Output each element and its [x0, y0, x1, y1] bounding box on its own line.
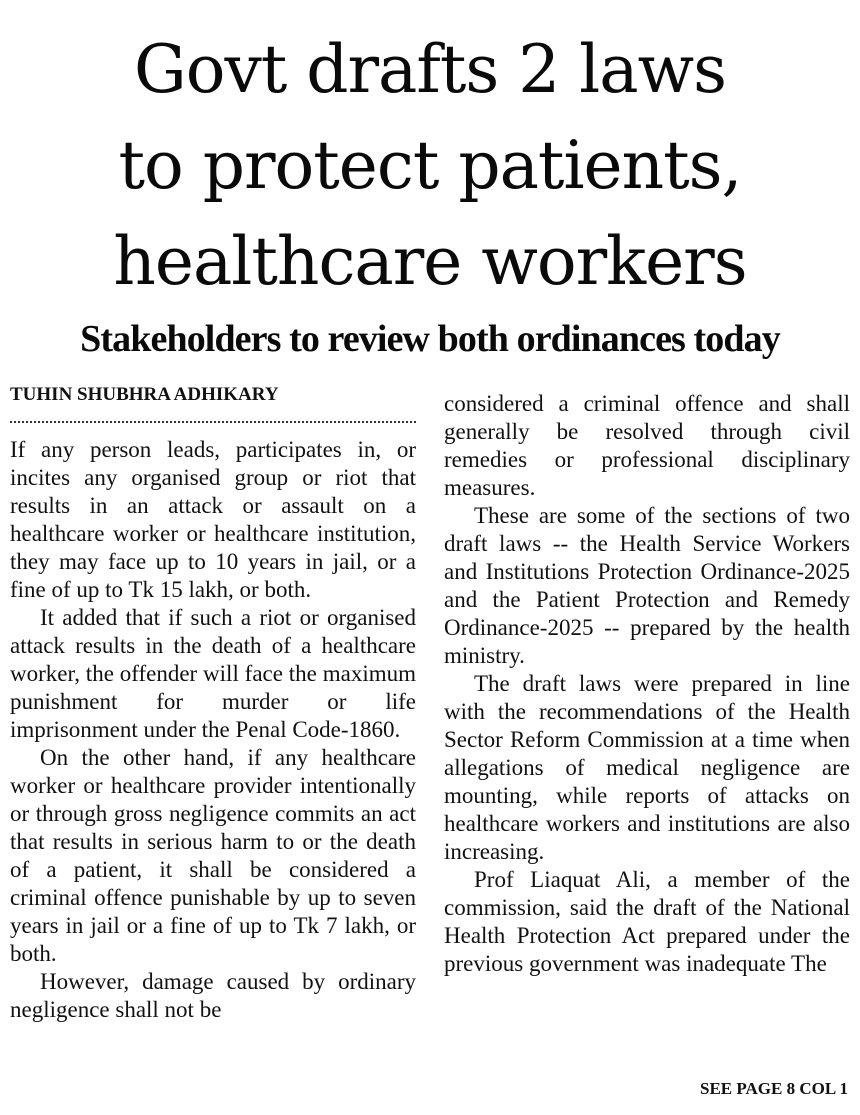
- headline-line-3: healthcare workers: [113, 223, 747, 300]
- article-paragraph-3: On the other hand, if any healthcare worker or healthcare provider intentionally or through gross negligence commits an act that results in serious harm to or the death of a patient, it shall be considered a criminal offence punishable by up to seven years in jail or a fine of up to Tk 7 lakh, or both.: [10, 745, 416, 966]
- continuation-jump-line[interactable]: SEE PAGE 8 COL 1: [700, 1079, 848, 1098]
- article-paragraph-4: However, damage caused by ordinary negligence shall not be: [10, 969, 416, 1022]
- headline-line-1: Govt drafts 2 laws: [134, 31, 726, 108]
- article-paragraph-7: Prof Liaquat Ali, a member of the commission, said the draft of the National Health Protection Act prepared under the previous government was inadequate The: [444, 867, 850, 976]
- article-paragraph-6: The draft laws were prepared in line with the recommendations of the Health Sector Reform Commission at a time when allegations of medical negligence are mounting, while reports of attacks on healthcare workers and institutions are also increasing.: [444, 671, 850, 864]
- article-column-left: [10, 436, 416, 1024]
- article-paragraph-4-continued: considered a criminal offence and shall generally be resolved through civil remedies or professional disciplinary measures.: [444, 391, 850, 500]
- subheadline: Stakeholders to review both ordinances today: [80, 318, 780, 360]
- byline: TUHIN SHUBHRA ADHIKARY: [10, 384, 279, 405]
- byline-divider: [10, 421, 416, 423]
- article-paragraph-5: These are some of the sections of two draft laws -- the Health Service Workers and Institutions Protection Ordinance-2025 and the Patient Protection and Remedy Ordinance-2025 -- prepared by the health ministry.: [444, 503, 850, 668]
- headline-line-2: to protect patients,: [118, 127, 742, 204]
- article-column-right: [444, 390, 850, 978]
- article-paragraph-1: If any person leads, participates in, or incites any organised group or riot that results in an attack or assault on a healthcare worker or healthcare institution, they may face up to 10 years in jail, or a fine of up to Tk 15 lakh, or both.: [10, 437, 416, 602]
- headline: [0, 22, 860, 310]
- article-paragraph-2: It added that if such a riot or organised attack results in the death of a healthcare worker, the offender will face the maximum punishment for murder or life imprisonment under the Penal Code-1860.: [10, 605, 416, 742]
